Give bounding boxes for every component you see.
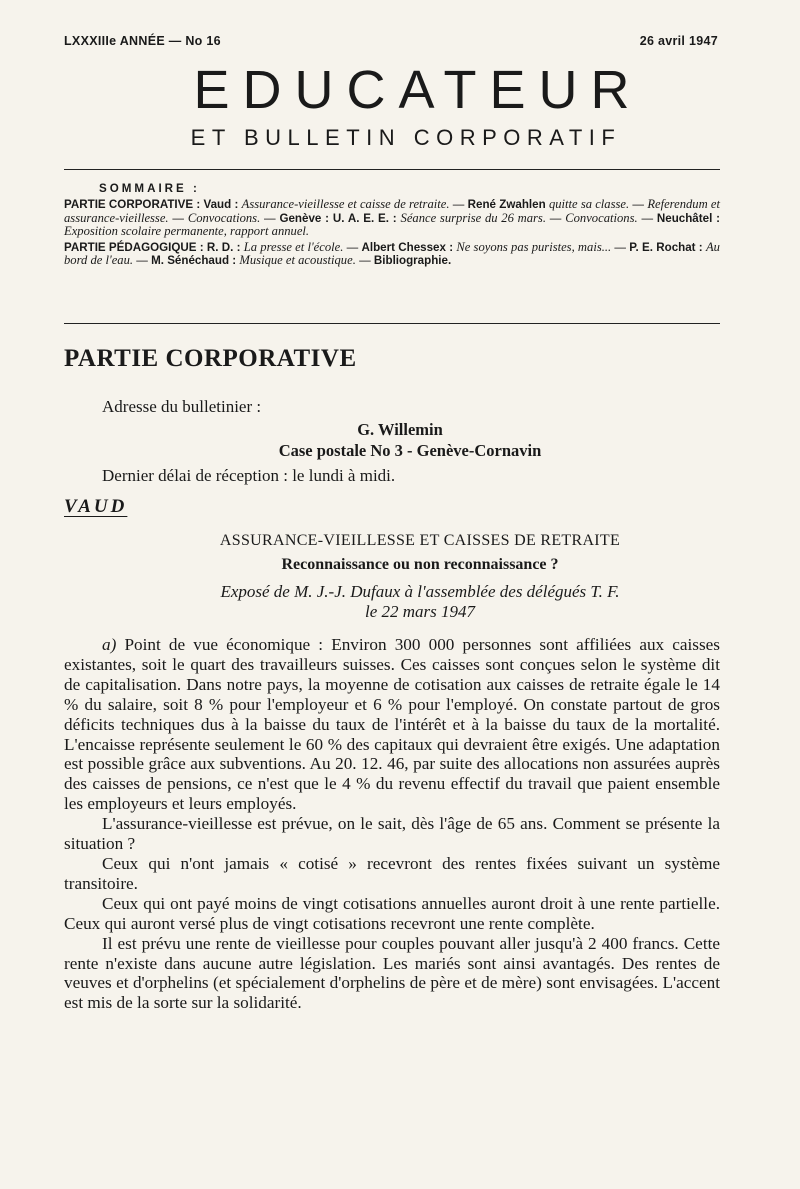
sommaire-vaud-label: Vaud : bbox=[203, 198, 239, 212]
sep-dash: — bbox=[355, 254, 374, 268]
paragraph-1 bbox=[64, 635, 720, 814]
sommaire-pedagogique bbox=[64, 241, 720, 268]
sommaire-rochat-label: P. E. Rochat : bbox=[629, 240, 703, 254]
sommaire-rd-label: R. D. : bbox=[206, 240, 241, 254]
bottom-divider bbox=[64, 323, 720, 324]
address-postbox: Case postale No 3 - Genève-Cornavin bbox=[278, 441, 542, 460]
sommaire-zwahlen-text: quitte sa classe. bbox=[548, 197, 630, 212]
sommaire-uaee-label: U. A. E. E. : bbox=[332, 211, 397, 225]
byline-line-2: le 22 mars 1947 bbox=[364, 602, 476, 621]
sommaire-rd-text: La presse et l'école. bbox=[243, 239, 344, 254]
sommaire-zwahlen-label: René Zwahlen bbox=[467, 198, 546, 212]
paragraph-1-text: Point de vue économique : Environ 300 000 personnes sont affiliées aux caisses existantes, soit le quart des travailleurs suisses. Ces caisses sont conçues selon le système dit de capitalisation. Dans notre pays, la moyenne de cotisation aux caisses de retraite égale le 14 % du salaire, soit 8 % pour l'employeur et 6 % pour l'employé. On constate partout de gros déficits techniques dus à la baisse du taux de l'intérêt et à la baisse du taux de la mortalité. L'encaisse représente seulement le 60 % des capitaux qui devraient être exigés. Une adaptation est possible grâce aux subventions. Au 20. 12. 46, par suite des allocations non assurées auprès des caisses de pensions, ce n'est que le 4 % du revenu effectif du travail que paient ensemble les employeurs et leurs employés. bbox=[64, 635, 720, 814]
sommaire-chessex-text: Ne soyons pas puristes, mais... bbox=[456, 239, 612, 254]
sep-dash: — bbox=[260, 211, 280, 225]
paragraph-2: L'assurance-vieillesse est prévue, on le sait, dès l'âge de 65 ans. Comment se présente la situation ? bbox=[64, 814, 720, 854]
sommaire-vaud-text: Assurance-vieillesse et caisse de retraite. bbox=[241, 197, 450, 212]
masthead-title: EDUCATEUR bbox=[193, 60, 643, 120]
address-name: G. Willemin bbox=[357, 420, 443, 439]
sommaire-pedagogique-label: PARTIE PÉDAGOGIQUE : bbox=[64, 240, 204, 254]
article-body bbox=[64, 635, 720, 1013]
sommaire bbox=[64, 182, 720, 269]
paragraph-marker: a) bbox=[102, 635, 117, 654]
sep-dash: — bbox=[611, 240, 630, 254]
sep-dash: — bbox=[133, 254, 152, 268]
sommaire-bibliographie: Bibliographie. bbox=[373, 254, 452, 268]
sommaire-convocations-1: Convocations. bbox=[187, 210, 261, 225]
byline-line-1: Exposé de M. J.-J. Dufaux à l'assemblée des délégués T. F. bbox=[220, 582, 620, 601]
sommaire-neuchatel-text: Exposition scolaire permanente, rapport annuel. bbox=[64, 224, 310, 239]
sommaire-corporative bbox=[64, 198, 720, 238]
sommaire-corporative-label: PARTIE CORPORATIVE : bbox=[64, 198, 201, 212]
top-divider bbox=[64, 169, 720, 170]
sommaire-referendum-text: Referendum et assurance-vieillesse. bbox=[64, 197, 720, 225]
sommaire-senechaud-text: Musique et acoustique. bbox=[239, 253, 356, 268]
sommaire-senechaud-label: M. Sénéchaud : bbox=[151, 254, 237, 268]
paragraph-4: Ceux qui ont payé moins de vingt cotisations annuelles auront droit à une rente partielle. Ceux qui auront versé plus de vingt cotisations recevront une rente complète. bbox=[64, 893, 720, 933]
sep-dash: — bbox=[343, 240, 362, 254]
sep-dash: — bbox=[168, 211, 188, 225]
deadline-note: Dernier délai de réception : le lundi à midi. bbox=[102, 466, 396, 485]
sommaire-uaee-text: Séance surprise du 26 mars. bbox=[400, 210, 546, 225]
address-label: Adresse du bulletinier : bbox=[102, 397, 262, 416]
sommaire-chessex-label: Albert Chessex : bbox=[361, 240, 454, 254]
sep-dash: — bbox=[629, 198, 648, 212]
issue-number: LXXXIIIe ANNÉE — No 16 bbox=[64, 34, 221, 48]
sep-dash: — bbox=[449, 198, 468, 212]
sommaire-neuchatel-label: Neuchâtel : bbox=[656, 211, 720, 225]
paragraph-3: Ceux qui n'ont jamais « cotisé » recevront des rentes fixées suivant un système transitoire. bbox=[64, 853, 720, 893]
article-subtitle: Reconnaissance ou non reconnaissance ? bbox=[281, 556, 559, 573]
section-title: PARTIE CORPORATIVE bbox=[64, 345, 357, 372]
sep-dash: — bbox=[637, 211, 657, 225]
article-title: ASSURANCE-VIEILLESSE ET CAISSES DE RETRAITE bbox=[219, 532, 621, 549]
sep-dash: — bbox=[545, 211, 566, 225]
sommaire-title: SOMMAIRE : bbox=[99, 182, 200, 195]
sommaire-rochat-text: Au bord de l'eau. bbox=[64, 239, 720, 268]
masthead-subtitle: ET BULLETIN CORPORATIF bbox=[190, 125, 622, 150]
issue-date: 26 avril 1947 bbox=[639, 34, 718, 48]
sommaire-geneve-label: Genève : bbox=[279, 211, 330, 225]
sommaire-convocations-2: Convocations. bbox=[565, 210, 638, 225]
region-heading: VAUD bbox=[64, 496, 128, 517]
article-byline bbox=[0, 582, 800, 622]
paragraph-5: Il est prévu une rente de vieillesse pour couples pouvant aller jusqu'à 2 400 francs. Cette rente n'existe dans aucune autre législation. Les mariés sont ainsi avantagés. Des rentes de veuves et d'orphelins (et spécialement d'orphelins de père et de mère) sont envisagées. L'accent est mis de la sorte sur la solidarité. bbox=[64, 933, 720, 1013]
